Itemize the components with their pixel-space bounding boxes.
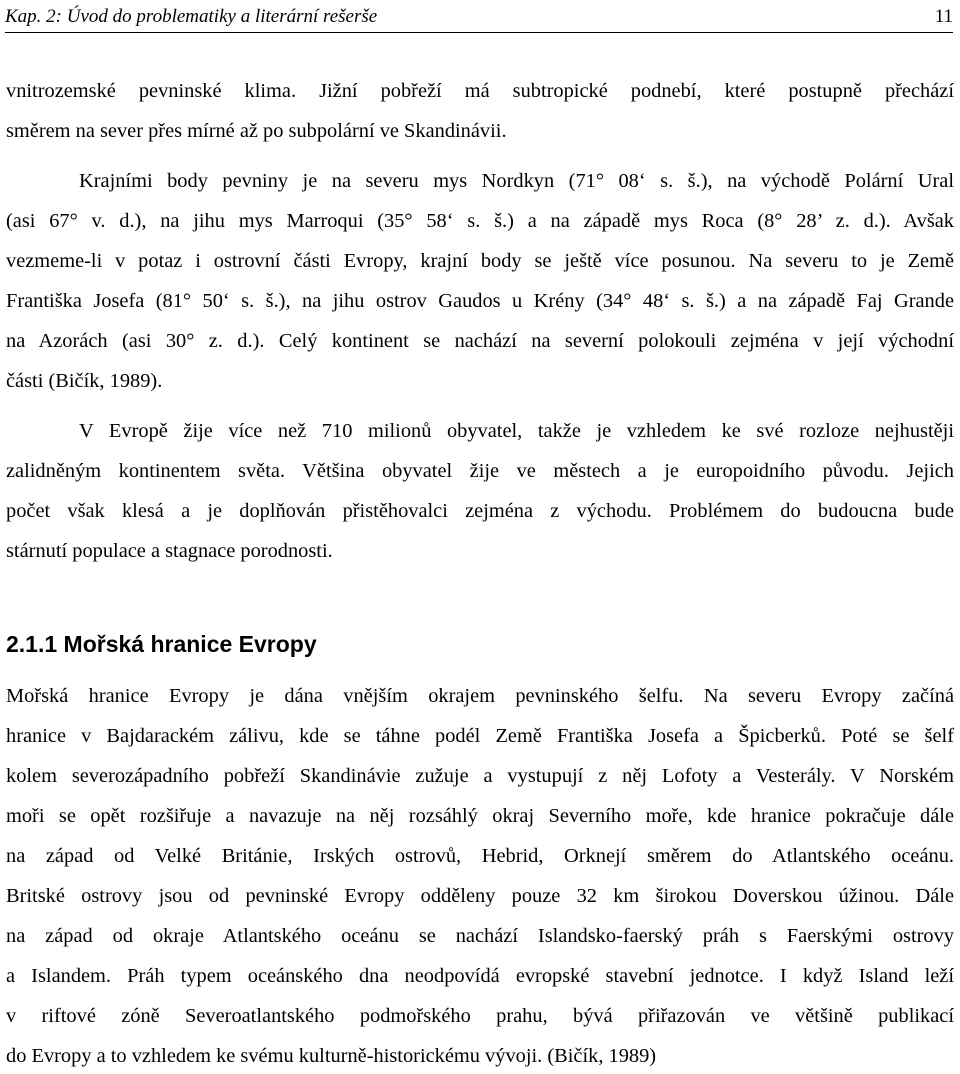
section-line-5: na západ od Velké Británie, Irských ostrovů, Hebrid, Orknejí směrem do Atlantského oceánu. [6, 845, 954, 867]
section-line-6: Britské ostrovy jsou od pevninské Evropy odděleny pouze 32 km širokou Doverskou úžinou. Dále [6, 885, 954, 907]
paragraph-2-line-6: části (Bičík, 1989). [6, 370, 163, 392]
section-line-7: na západ od okraje Atlantského oceánu se nachází Islandsko-faerský práh s Faerskými ostrovy [6, 925, 954, 947]
section-line-1: Mořská hranice Evropy je dána vnějším okrajem pevninského šelfu. Na severu Evropy začíná [6, 685, 954, 707]
paragraph-2-line-1: Krajními body pevniny je na severu mys Nordkyn (71° 08‘ s. š.), na východě Polární Ural [79, 170, 954, 192]
section-line-4: moři se opět rozšiřuje a navazuje na něj rozsáhlý okraj Severního moře, kde hranice pokračuje dále [6, 805, 954, 827]
chapter-title: Kap. 2: Úvod do problematiky a literární rešerše [5, 6, 378, 27]
section-line-10: do Evropy a to vzhledem ke svému kulturně-historickému vývoji. (Bičík, 1989) [6, 1045, 657, 1067]
section-line-8: a Islandem. Práh typem oceánského dna neodpovídá evropské stavební jednotce. I když Island leží [6, 965, 954, 987]
paragraph-2-line-4: Františka Josefa (81° 50‘ s. š.), na jihu ostrov Gaudos u Krény (34° 48‘ s. š.) a na západě Faj Grande [6, 290, 954, 312]
section-heading: 2.1.1 Mořská hranice Evropy [6, 631, 317, 657]
page-number: 11 [934, 6, 953, 27]
page-header [5, 4, 953, 33]
section-line-2: hranice v Bajdarackém zálivu, kde se táhne podél Země Františka Josefa a Špicberků. Poté se šelf [6, 725, 954, 747]
paragraph-2-line-3: vezmeme-li v potaz i ostrovní části Evropy, krajní body se ještě více posunou. Na severu to je Země [6, 250, 954, 272]
paragraph-1-line-1: vnitrozemské pevninské klima. Jižní pobřeží má subtropické podnebí, které postupně přechází [6, 80, 954, 102]
paragraph-3-line-2: zalidněným kontinentem světa. Většina obyvatel žije ve městech a je europoidního původu. Jejich [6, 460, 954, 482]
paragraph-1-line-2: směrem na sever přes mírné až po subpolární ve Skandinávii. [6, 120, 507, 142]
paragraph-2-line-5: na Azorách (asi 30° z. d.). Celý kontinent se nachází na severní polokouli zejména v její východní [6, 330, 954, 352]
section-line-9: v riftové zóně Severoatlantského podmořského prahu, bývá přiřazován ve většině publikací [6, 1005, 954, 1027]
paragraph-3-line-4: stárnutí populace a stagnace porodnosti. [6, 540, 333, 562]
paragraph-3-line-3: počet však klesá a je doplňován přistěhovalci zejména z východu. Problémem do budoucna bude [6, 500, 954, 522]
section-line-3: kolem severozápadního pobřeží Skandinávie zužuje a vystupují z něj Lofoty a Vesterály. V Norském [6, 765, 954, 787]
paragraph-2-line-2: (asi 67° v. d.), na jihu mys Marroqui (35° 58‘ s. š.) a na západě mys Roca (8° 28’ z. d.). Avšak [6, 210, 954, 232]
paragraph-3-line-1: V Evropě žije více než 710 milionů obyvatel, takže je vzhledem ke své rozloze nejhustěji [79, 420, 954, 442]
